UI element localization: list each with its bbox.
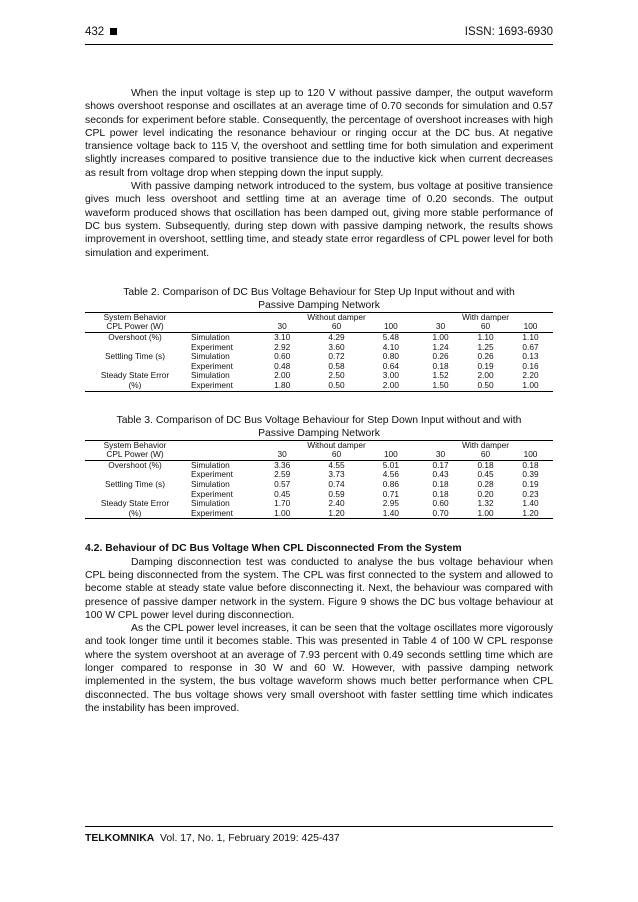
table-cell: 4.56 (382, 469, 399, 480)
table-cell: 4.10 (382, 341, 399, 352)
data-table (85, 440, 553, 520)
table-cell: 3.60 (328, 341, 345, 352)
table-cell: 2.92 (274, 341, 291, 352)
row-group-label: Overshoot (%) (108, 332, 162, 343)
table-cell: 1.40 (364, 509, 418, 519)
table-cell: 1.52 (432, 370, 449, 381)
header-cell: With damper (418, 440, 553, 450)
table-cell: 0.23 (522, 488, 539, 499)
table-cell: 0.13 (522, 351, 539, 362)
table-cell: 0.26 (432, 351, 449, 362)
row-group-label: Steady State Error (100, 370, 170, 381)
table-row (85, 381, 553, 391)
table-cell: 0.28 (477, 478, 494, 489)
table-cell: 2.00 (477, 370, 494, 381)
header-cell: 30 (418, 322, 463, 332)
table-cell: 0.60 (274, 351, 291, 362)
row-type-label: Simulation (191, 498, 230, 509)
table-cell: 5.01 (382, 459, 399, 470)
table-cell: 1.20 (508, 509, 553, 519)
table-cell: 0.48 (274, 360, 291, 371)
row-type-label: Experiment (185, 381, 255, 391)
table-cell: 1.20 (309, 509, 363, 519)
row-group-label: Settling Time (s) (105, 351, 165, 362)
table-cell: 5.48 (382, 332, 399, 343)
table-cell: 0.64 (382, 360, 399, 371)
table-cell: 1.24 (432, 341, 449, 352)
row-type-label: Experiment (185, 509, 255, 519)
table-cell: 0.45 (477, 469, 494, 480)
table-cell: 0.50 (309, 381, 363, 391)
table-cell: 3.36 (274, 459, 291, 470)
table-cell: 2.95 (382, 498, 399, 509)
journal-name: TELKOMNIKA (85, 833, 155, 844)
table-cell: 0.80 (382, 351, 399, 362)
header-cell: 100 (364, 450, 418, 460)
table-cell: 0.18 (477, 459, 494, 470)
table-cell: 0.39 (522, 469, 539, 480)
table-cell: 0.43 (432, 469, 449, 480)
header-cell: 30 (255, 322, 309, 332)
table-cell: 1.10 (522, 332, 539, 343)
table-cell: 0.67 (522, 341, 539, 352)
table-cell: 1.00 (463, 509, 508, 519)
table-cell: 0.20 (477, 488, 494, 499)
row-type-label: Experiment (191, 488, 233, 499)
table-cell: 2.00 (274, 370, 291, 381)
page-number: 432 (85, 26, 117, 38)
row-type-label: Simulation (191, 351, 230, 362)
table-cell: 0.18 (432, 360, 449, 371)
table-cell: 0.26 (477, 351, 494, 362)
table-cell: 1.25 (477, 341, 494, 352)
header-cell: 100 (508, 322, 553, 332)
footer-rule (85, 826, 553, 827)
table-cell: 0.71 (382, 488, 399, 499)
table-cell: 1.50 (418, 381, 463, 391)
header-cell: System Behavior (85, 312, 185, 322)
table-cell: 0.18 (432, 478, 449, 489)
row-group-label: Settling Time (s) (105, 478, 165, 489)
table-cell: 3.10 (274, 332, 291, 343)
square-bullet-icon (110, 28, 117, 35)
table-cell: 0.60 (432, 498, 449, 509)
row-type-label: Simulation (191, 332, 230, 343)
table-cell: 1.32 (477, 498, 494, 509)
header-cell: 60 (309, 322, 363, 332)
header-cell: CPL Power (W) (85, 322, 185, 332)
header-cell: 30 (418, 450, 463, 460)
table-header-row (85, 322, 553, 332)
table-row (85, 509, 553, 519)
paragraph: When the input voltage is step up to 120 V without passive damper, the output waveform shows overshoot response and oscillates at an average time of 0.70 seconds for simulation and 0.57 seconds for experiment before stable. Consequently, the percentage of overshoot increases with high CPL power level indicating the resonance behaviour or ringing occur at the DC bus. At negative transience voltage back to 115 V, the overshoot and settling time for both simulation and experiment slightly increases compared to positive transience due to the inductive kick when current decreases as result from voltage drop when stepping down the input supply. (85, 88, 553, 179)
section-heading: 4.2. Behaviour of DC Bus Voltage When CPL Disconnected From the System (85, 543, 462, 555)
header-cell: Without damper (255, 440, 418, 450)
header-cell: 30 (255, 450, 309, 460)
table-cell: 1.70 (274, 498, 291, 509)
table-cell: 2.40 (328, 498, 345, 509)
page-body (85, 87, 553, 715)
table-cell: 0.18 (432, 488, 449, 499)
header-cell: CPL Power (W) (85, 450, 185, 460)
row-type-label: Experiment (191, 469, 233, 480)
page-footer (85, 826, 553, 844)
table-caption: Table 2. Comparison of DC Bus Voltage Behaviour for Step Up Input without and with Passive Damping Network (123, 286, 515, 311)
table-cell: 0.19 (477, 360, 494, 371)
table-cell: 1.00 (432, 332, 449, 343)
paragraph: Damping disconnection test was conducted to analyse the bus voltage behaviour when CPL being disconnected from the system. The CPL was first connected to the system and allowed to become stable at steady state value before disconnecting it. Next, the behaviour was compared with presence of passive damper network in the system. Figure 9 shows the DC bus voltage behaviour at 100 W CPL power level during disconnection. (85, 556, 553, 621)
table-cell: 0.19 (522, 478, 539, 489)
table-cell: 0.72 (328, 351, 345, 362)
issn-label: ISSN: 1693-6930 (464, 26, 553, 38)
table-cell: 1.80 (255, 381, 309, 391)
row-group-label: Overshoot (%) (108, 459, 162, 470)
row-type-label: Experiment (191, 360, 233, 371)
table-cell: 1.40 (522, 498, 539, 509)
header-cell: With damper (418, 312, 553, 322)
table-body (85, 333, 553, 392)
header-cell: 100 (508, 450, 553, 460)
table-cell: 0.16 (522, 360, 539, 371)
row-group-label: (%) (85, 509, 185, 519)
table-caption: Table 3. Comparison of DC Bus Voltage Behaviour for Step Down Input without and with Passive Damping Network (116, 414, 522, 439)
table-cell: 0.50 (463, 381, 508, 391)
table-cell: 0.59 (328, 488, 345, 499)
table-cell: 3.73 (328, 469, 345, 480)
data-table (85, 312, 553, 392)
table-cell: 2.00 (364, 381, 418, 391)
table-cell: 2.20 (522, 370, 539, 381)
header-cell: 100 (364, 322, 418, 332)
row-type-label: Simulation (191, 459, 230, 470)
table-cell: 1.00 (255, 509, 309, 519)
header-cell: 60 (309, 450, 363, 460)
row-type-label: Experiment (191, 341, 233, 352)
table-header-row (85, 450, 553, 460)
table-cell: 0.58 (328, 360, 345, 371)
paragraph: With passive damping network introduced to the system, bus voltage at positive transience gives much less overshoot and settling time at an average time of 0.20 seconds. The output waveform produced shows that oscillation has been damped out, giving more stable performance of DC bus system. Subsequently, during step down with passive damping network, the results shows improvement in overshoot, settling time, and steady state error regardless of CPL power level for both simulation and experiment. (85, 181, 553, 259)
row-type-label: Simulation (191, 478, 230, 489)
table-cell: 0.57 (274, 478, 291, 489)
table-cell: 2.59 (274, 469, 291, 480)
table-cell: 0.86 (382, 478, 399, 489)
table-cell: 1.10 (477, 332, 494, 343)
table-cell: 2.50 (328, 370, 345, 381)
table-2 (85, 286, 553, 392)
row-type-label: Simulation (191, 370, 230, 381)
table-cell: 0.70 (418, 509, 463, 519)
paragraph: As the CPL power level increases, it can be seen that the voltage oscillates more vigorously and took longer time until it becomes stable. This was presented in Table 4 of 100 W CPL response where the system overshoot at an average of 7.93 percent with 0.49 seconds settling time which are longer compared to response in 30 W and 60 W. However, with passive damping network implemented in the system, the bus voltage waveform shows much better performance when CPL disconnected. The bus voltage shows very small overshoot with faster settling time which indicates the instability has been improved. (85, 623, 553, 714)
table-cell: 0.18 (522, 459, 539, 470)
table-cell: 0.45 (274, 488, 291, 499)
table-cell: 4.29 (328, 332, 345, 343)
header-cell: Without damper (255, 312, 418, 322)
header-cell: 60 (463, 450, 508, 460)
table-cell: 0.74 (328, 478, 345, 489)
header-rule (85, 44, 553, 45)
table-cell: 3.00 (382, 370, 399, 381)
header-cell: System Behavior (85, 440, 185, 450)
journal-details: Vol. 17, No. 1, February 2019: 425-437 (160, 833, 340, 844)
table-3 (85, 414, 553, 520)
table-cell: 0.17 (432, 459, 449, 470)
page-header (85, 24, 553, 44)
table-cell: 1.00 (508, 381, 553, 391)
row-group-label: Steady State Error (100, 498, 170, 509)
row-group-label: (%) (85, 381, 185, 391)
header-cell: 60 (463, 322, 508, 332)
table-body (85, 460, 553, 519)
table-cell: 4.55 (328, 459, 345, 470)
